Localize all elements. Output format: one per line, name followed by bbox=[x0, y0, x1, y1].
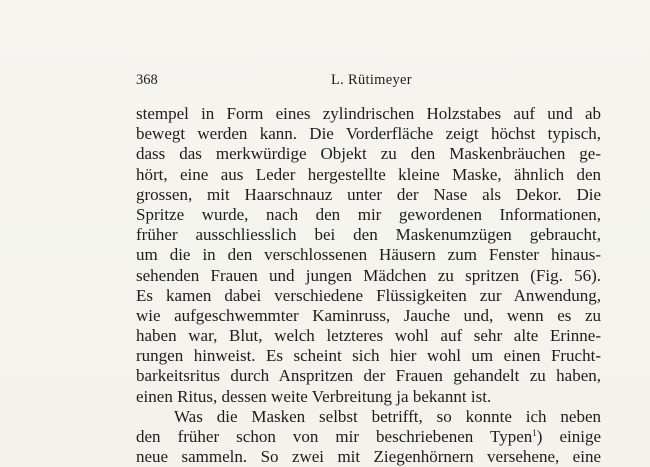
text-line: einen Ritus, dessen weite Verbreitung ja bekannt ist. bbox=[136, 386, 492, 406]
text-line: hört, eine aus Leder hergestellte kleine Maske, ähnlich den bbox=[136, 164, 601, 184]
running-head: L. Rütimeyer bbox=[331, 72, 412, 88]
text-line: sehenden Frauen und jungen Mädchen zu spritzen (Fig. 56). bbox=[136, 265, 601, 285]
text-line: wie aufgeschwemmter Kaminruss, Jauche und, wenn es zu bbox=[136, 305, 601, 325]
text-line: grossen, mit Haarschnauz unter der Nase als Dekor. Die bbox=[136, 184, 601, 204]
text-line: rungen hinweist. Es scheint sich hier wohl um einen Frucht- bbox=[136, 346, 601, 366]
page-number: 368 bbox=[136, 72, 158, 88]
text-line: neue sammeln. So zwei mit Ziegenhörnern versehene, eine bbox=[136, 447, 601, 467]
text-line: früher ausschliesslich bei den Maskenumzügen gebraucht, bbox=[136, 225, 601, 245]
text-fragment: den früher schon von mir beschriebenen Typen bbox=[136, 427, 533, 446]
page-header bbox=[136, 72, 601, 92]
footnote-marker: 1 bbox=[532, 428, 537, 438]
text-fragment: ) einige bbox=[536, 427, 601, 446]
text-line: dass das merkwürdige Objekt zu den Maskenbräuchen ge- bbox=[136, 144, 601, 164]
text-line: um die in den verschlossenen Häusern zum Fenster hinaus- bbox=[136, 245, 601, 265]
text-line: bewegt werden kann. Die Vorderfläche zeigt höchst typisch, bbox=[136, 124, 601, 144]
footnote-reference-line bbox=[136, 427, 601, 447]
text-line: haben war, Blut, welch letzteres wohl auf sehr alte Erinne- bbox=[136, 326, 601, 346]
body-text bbox=[136, 104, 601, 467]
text-line: Spritze wurde, nach den mir gewordenen Informationen, bbox=[136, 204, 601, 224]
text-line: Es kamen dabei verschiedene Flüssigkeiten zur Anwendung, bbox=[136, 285, 601, 305]
paragraph-start-line: Was die Masken selbst betrifft, so konnte ich neben bbox=[174, 406, 601, 426]
text-line: barkeitsritus durch Anspritzen der Frauen gehandelt zu haben, bbox=[136, 366, 601, 386]
text-line: stempel in Form eines zylindrischen Holzstabes auf und ab bbox=[136, 104, 601, 123]
